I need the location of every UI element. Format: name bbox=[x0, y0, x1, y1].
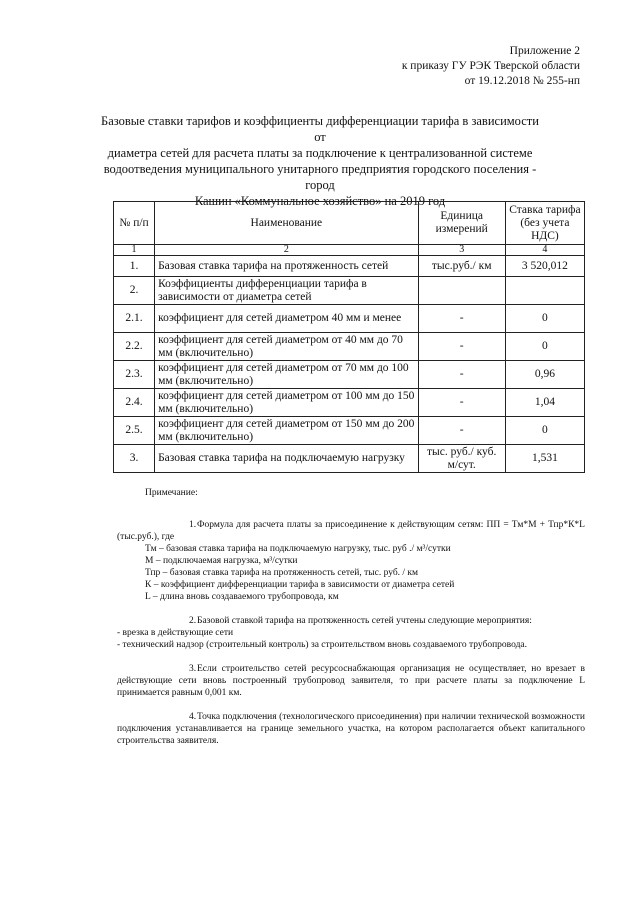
row-unit: тыс. руб./ куб. м/сут. bbox=[418, 445, 505, 473]
note-number: 2. bbox=[189, 616, 197, 626]
table-header-row bbox=[114, 202, 585, 245]
table-row bbox=[114, 417, 585, 445]
row-num: 2.4. bbox=[114, 389, 155, 417]
row-value: 3 520,012 bbox=[505, 256, 584, 277]
appendix-label: Приложение 2 bbox=[509, 45, 580, 57]
note-text: Формула для расчета платы за присоединение к действующим сетям: ПП = Тм*М + Тпр*К*L (тыс.руб.), где bbox=[117, 520, 585, 542]
row-num: 2.3. bbox=[114, 361, 155, 389]
order-date: от 19.12.2018 № 255-нп bbox=[464, 75, 580, 87]
appendix-header bbox=[320, 44, 580, 89]
row-value: 0 bbox=[505, 417, 584, 445]
column-index: 3 bbox=[418, 245, 505, 256]
column-index: 1 bbox=[114, 245, 155, 256]
table-row bbox=[114, 256, 585, 277]
row-unit: - bbox=[418, 389, 505, 417]
row-name: коэффициент для сетей диаметром от 40 мм до 70 мм (включительно) bbox=[155, 333, 419, 361]
note-definition: Тпр – базовая ставка тарифа на протяженность сетей, тыс. руб. / км bbox=[145, 568, 419, 578]
table-row bbox=[114, 305, 585, 333]
row-name: Базовая ставка тарифа на подключаемую нагрузку bbox=[155, 445, 419, 473]
header-name: Наименование bbox=[155, 202, 419, 245]
row-name: коэффициент для сетей диаметром от 150 мм до 200 мм (включительно) bbox=[155, 417, 419, 445]
title-line: водоотведения муниципального унитарного предприятия городского поселения - город bbox=[103, 162, 537, 192]
row-num: 1. bbox=[114, 256, 155, 277]
note-definition: К – коэффициент дифференциации тарифа в зависимости от диаметра сетей bbox=[145, 580, 455, 590]
note-4 bbox=[117, 711, 585, 747]
column-index-row bbox=[114, 245, 585, 256]
table-row bbox=[114, 277, 585, 305]
row-value: 1,531 bbox=[505, 445, 584, 473]
note-number: 1. bbox=[189, 520, 197, 530]
notes-heading: Примечание: bbox=[145, 488, 198, 498]
row-unit: - bbox=[418, 361, 505, 389]
title-line: диаметра сетей для расчета платы за подключение к централизованной системе bbox=[107, 146, 533, 160]
notes-section bbox=[117, 487, 585, 747]
row-unit: тыс.руб./ км bbox=[418, 256, 505, 277]
note-number: 3. bbox=[189, 664, 197, 674]
row-value: 0 bbox=[505, 333, 584, 361]
note-definition: L – длина вновь создаваемого трубопровода, км bbox=[145, 592, 339, 602]
column-index: 2 bbox=[155, 245, 419, 256]
note-item: - врезка в действующие сети bbox=[117, 628, 234, 638]
note-1 bbox=[117, 519, 585, 543]
title-line: Базовые ставки тарифов и коэффициенты дифференциации тарифа в зависимости от bbox=[101, 114, 539, 144]
row-num: 2.2. bbox=[114, 333, 155, 361]
row-unit bbox=[418, 277, 505, 305]
title-line: Кашин «Коммунальное хозяйство» на 2019 год bbox=[194, 194, 446, 208]
table-row bbox=[114, 389, 585, 417]
note-text: Точка подключения (технологического присоединения) при наличии технической возможности подключения устанавливается на границе земельного участка, на котором располагается объект капитального строительства заявителя. bbox=[117, 712, 585, 746]
note-definition: М – подключаемая нагрузка, м³/сутки bbox=[145, 556, 298, 566]
row-name: коэффициент для сетей диаметром от 100 мм до 150 мм (включительно) bbox=[155, 389, 419, 417]
row-value: 1,04 bbox=[505, 389, 584, 417]
row-unit: - bbox=[418, 333, 505, 361]
order-reference: к приказу ГУ РЭК Тверской области bbox=[401, 60, 580, 72]
header-unit: Единица измерений bbox=[418, 202, 505, 245]
note-text: Если строительство сетей ресурсоснабжающая организация не осуществляет, но врезает в действующие сети вновь построенный трубопровод заявителя, то при расчете платы за подключение L принимается равным 0,001 км. bbox=[117, 664, 585, 698]
row-value: 0,96 bbox=[505, 361, 584, 389]
row-name: Коэффициенты дифференциации тарифа в зависимости от диаметра сетей bbox=[155, 277, 419, 305]
note-2 bbox=[117, 615, 585, 627]
row-value: 0 bbox=[505, 305, 584, 333]
header-value: Ставка тарифа (без учета НДС) bbox=[505, 202, 584, 245]
row-num: 2. bbox=[114, 277, 155, 305]
document-title bbox=[95, 113, 545, 209]
row-name: коэффициент для сетей диаметром от 70 мм до 100 мм (включительно) bbox=[155, 361, 419, 389]
note-3 bbox=[117, 663, 585, 699]
table-row bbox=[114, 361, 585, 389]
row-unit: - bbox=[418, 417, 505, 445]
table-row bbox=[114, 333, 585, 361]
header-num: № п/п bbox=[114, 202, 155, 245]
note-definition: Тм – базовая ставка тарифа на подключаемую нагрузку, тыс. руб ./ м³/сутки bbox=[145, 544, 451, 554]
row-value bbox=[505, 277, 584, 305]
row-unit: - bbox=[418, 305, 505, 333]
row-num: 3. bbox=[114, 445, 155, 473]
tariff-table bbox=[113, 201, 585, 473]
table-row bbox=[114, 445, 585, 473]
row-name: коэффициент для сетей диаметром 40 мм и менее bbox=[155, 305, 419, 333]
note-item: - технический надзор (строительный контроль) за строительством вновь создаваемого трубопровода. bbox=[117, 640, 528, 650]
row-num: 2.5. bbox=[114, 417, 155, 445]
row-num: 2.1. bbox=[114, 305, 155, 333]
note-number: 4. bbox=[189, 712, 197, 722]
column-index: 4 bbox=[505, 245, 584, 256]
row-name: Базовая ставка тарифа на протяженность сетей bbox=[155, 256, 419, 277]
note-text: Базовой ставкой тарифа на протяженность сетей учтены следующие мероприятия: bbox=[197, 616, 532, 626]
